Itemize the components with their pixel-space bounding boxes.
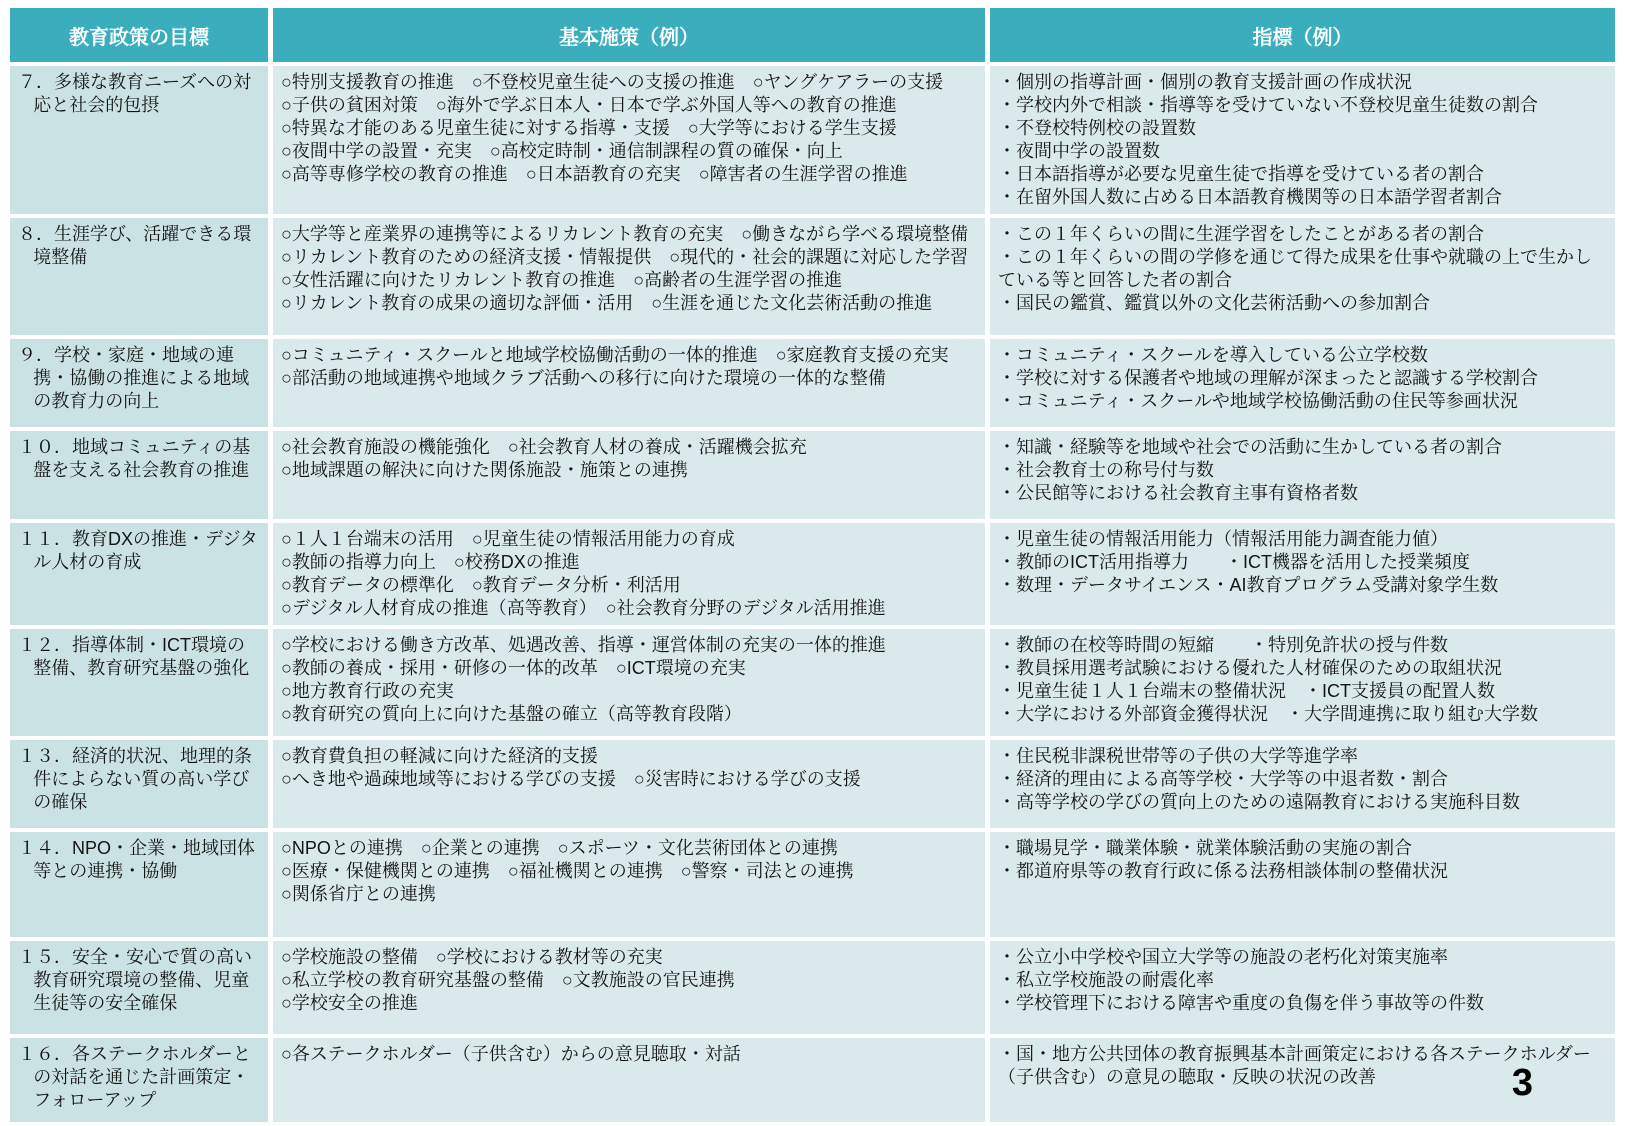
measure-line: ○教育データの標準化 ○教育データ分析・利活用 [281,575,681,596]
measure-line: ○夜間中学の設置・充実 ○高校定時制・通信制課程の質の確保・向上 [281,141,843,162]
measure-line: ○高等専修学校の教育の推進 ○日本語教育の充実 ○障害者の生涯学習の推進 [281,164,908,185]
measure-line: ○関係省庁との連携 [281,884,436,905]
goal-cell [10,740,268,828]
table-row [10,629,1615,736]
indicator-line: ・児童生徒の情報活用能力（情報活用能力調査能力値） [998,529,1448,550]
goal-cell [10,218,268,335]
measures-cell [273,66,985,214]
measures-cell [273,832,985,937]
measure-line: ○へき地や過疎地域等における学びの支援 ○災害時における学びの支援 [281,769,861,790]
measure-line: ○学校安全の推進 [281,993,418,1014]
goal-cell [10,66,268,214]
goal-cell [10,339,268,427]
goal-text: １６．各ステークホルダーとの対話を通じた計画策定・フォローアップ [18,1044,251,1111]
measure-line: ○教育費負担の軽減に向けた経済的支援 [281,746,598,767]
measure-line: ○地域課題の解決に向けた関係施設・施策との連携 [281,460,688,481]
measure-line: ○NPOとの連携 ○企業との連携 ○スポーツ・文化芸術団体との連携 [281,838,838,859]
indicator-line: ・公民館等における社会教育主事有資格者数 [998,483,1358,504]
measure-line: ○学校施設の整備 ○学校における教材等の充実 [281,947,663,968]
indicator-line: ・学校に対する保護者や地域の理解が深まったと認識する学校割合 [998,368,1538,389]
goal-text: １５．安全・安心で質の高い教育研究環境の整備、児童生徒等の安全確保 [18,947,252,1014]
indicator-line: ・社会教育士の称号付与数 [998,460,1214,481]
indicator-line: ・夜間中学の設置数 [998,141,1160,162]
goal-cell [10,431,268,519]
indicator-line: ・私立学校施設の耐震化率 [998,970,1214,991]
indicator-line: ・教員採用選考試験における優れた人材確保のための取組状況 [998,658,1502,679]
measure-line: ○教育研究の質向上に向けた基盤の確立（高等教育段階） [281,704,742,725]
indicator-line: ・高等学校の学びの質向上のための遠隔教育における実施科目数 [998,792,1520,813]
indicator-line: ・住民税非課税世帯等の子供の大学等進学率 [998,746,1358,767]
table-header-row [10,8,1615,62]
policy-table [10,8,1615,1126]
measure-line: ○女性活躍に向けたリカレント教育の推進 ○高齢者の生涯学習の推進 [281,270,843,291]
indicator-line: ・国民の鑑賞、鑑賞以外の文化芸術活動への参加割合 [998,293,1430,314]
table-row [10,431,1615,519]
measure-line: ○部活動の地域連携や地域クラブ活動への移行に向けた環境の一体的な整備 [281,368,886,389]
measures-cell [273,1038,985,1122]
indicators-cell [990,431,1615,519]
measures-cell [273,523,985,625]
indicator-line: ・コミュニティ・スクールを導入している公立学校数 [998,345,1428,366]
measure-line: ○リカレント教育の成果の適切な評価・活用 ○生涯を通じた文化芸術活動の推進 [281,293,933,314]
goal-text: １４．NPO・企業・地域団体等との連携・協働 [18,838,256,882]
header-goal: 教育政策の目標 [10,8,268,62]
measure-line: ○医療・保健機関との連携 ○福祉機関との連携 ○警察・司法との連携 [281,861,854,882]
goal-text: １３．経済的状況、地理的条件によらない質の高い学びの確保 [18,746,252,813]
measure-line: ○特別支援教育の推進 ○不登校児童生徒への支援の推進 ○ヤングケアラーの支援 [281,72,944,92]
indicator-line: ・職場見学・職業体験・就業体験活動の実施の割合 [998,838,1412,859]
measure-line: ○教師の指導力向上 ○校務DXの推進 [281,552,580,573]
measure-line: ○子供の貧困対策 ○海外で学ぶ日本人・日本で学ぶ外国人等への教育の推進 [281,95,897,116]
indicators-cell [990,218,1615,335]
measure-line: ○教師の養成・採用・研修の一体的改革 ○ICT環境の充実 [281,658,746,679]
page-number: 3 [1511,1062,1533,1104]
goal-cell [10,832,268,937]
measure-line: ○各ステークホルダー（子供含む）からの意見聴取・対話 [281,1044,741,1065]
header-indicators: 指標（例） [990,8,1615,62]
goal-text: １２．指導体制・ICT環境の整備、教育研究基盤の強化 [18,635,250,679]
indicators-cell [990,66,1615,214]
goal-text: １０．地域コミュニティの基盤を支える社会教育の推進 [18,437,251,481]
measure-line: ○特異な才能のある児童生徒に対する指導・支援 ○大学等における学生支援 [281,118,897,139]
indicator-line: ・この１年くらいの間の学修を通じて得た成果を仕事や就職の上で生かしている等と回答した者の割合 [998,247,1592,291]
goal-cell [10,629,268,736]
indicator-line: ・数理・データサイエンス・AI教育プログラム受講対象学生数 [998,575,1499,596]
indicator-line: ・国・地方公共団体の教育振興基本計画策定における各ステークホルダー（子供含む）の意見の聴取・反映の状況の改善 [998,1044,1591,1088]
indicator-line: ・知識・経験等を地域や社会での活動に生かしている者の割合 [998,437,1502,458]
table-row [10,1038,1615,1122]
goal-cell [10,1038,268,1122]
table-row [10,523,1615,625]
indicators-cell [990,629,1615,736]
indicator-line: ・学校管理下における障害や重度の負傷を伴う事故等の件数 [998,993,1484,1014]
indicator-line: ・教師の在校等時間の短縮 ・特別免許状の授与件数 [998,635,1448,656]
goal-text: ８．生涯学び、活躍できる環境整備 [18,224,252,268]
measure-line: ○コミュニティ・スクールと地域学校協働活動の一体的推進 ○家庭教育支援の充実 [281,345,949,366]
goal-cell [10,941,268,1034]
measures-cell [273,431,985,519]
indicators-cell [990,832,1615,937]
measures-cell [273,629,985,736]
indicator-line: ・教師のICT活用指導力 ・ICT機器を活用した授業頻度 [998,552,1470,573]
measures-cell [273,218,985,335]
indicator-line: ・都道府県等の教育行政に係る法務相談体制の整備状況 [998,861,1448,882]
measure-line: ○社会教育施設の機能強化 ○社会教育人材の養成・活躍機会拡充 [281,437,807,458]
indicator-line: ・この１年くらいの間に生涯学習をしたことがある者の割合 [998,224,1484,245]
table-row [10,339,1615,427]
measures-cell [273,941,985,1034]
goal-text: ７．多様な教育ニーズへの対応と社会的包摂 [18,72,252,116]
measures-cell [273,740,985,828]
indicator-line: ・学校内外で相談・指導等を受けていない不登校児童生徒数の割合 [998,95,1538,116]
measure-line: ○大学等と産業界の連携等によるリカレント教育の充実 ○働きながら学べる環境整備 [281,224,969,245]
indicator-line: ・在留外国人数に占める日本語教育機関等の日本語学習者割合 [998,187,1502,208]
table-row [10,832,1615,937]
indicator-line: ・日本語指導が必要な児童生徒で指導を受けている者の割合 [998,164,1484,185]
measure-line: ○デジタル人材育成の推進（高等教育） ○社会教育分野のデジタル活用推進 [281,598,886,619]
table-body [10,66,1615,1122]
goal-text: １１．教育DXの推進・デジタル人材の育成 [18,529,258,573]
indicators-cell [990,941,1615,1034]
indicator-line: ・コミュニティ・スクールや地域学校協働活動の住民等参画状況 [998,391,1518,412]
measure-line: ○１人１台端末の活用 ○児童生徒の情報活用能力の育成 [281,529,735,550]
measure-line: ○私立学校の教育研究基盤の整備 ○文教施設の官民連携 [281,970,735,991]
measure-line: ○学校における働き方改革、処遇改善、指導・運営体制の充実の一体的推進 [281,635,886,656]
measures-cell [273,339,985,427]
table-row [10,941,1615,1034]
table-row [10,740,1615,828]
table-row [10,218,1615,335]
goal-text: ９．学校・家庭・地域の連携・協働の推進による地域の教育力の向上 [18,345,250,412]
indicator-line: ・不登校特例校の設置数 [998,118,1196,139]
header-measures: 基本施策（例） [273,8,985,62]
indicator-line: ・経済的理由による高等学校・大学等の中退者数・割合 [998,769,1448,790]
indicator-line: ・児童生徒１人１台端末の整備状況 ・ICT支援員の配置人数 [998,681,1495,702]
indicators-cell [990,740,1615,828]
indicator-line: ・大学における外部資金獲得状況 ・大学間連携に取り組む大学数 [998,704,1538,725]
indicators-cell [990,523,1615,625]
measure-line: ○リカレント教育のための経済支援・情報提供 ○現代的・社会的課題に対応した学習 [281,247,969,268]
indicator-line: ・公立小中学校や国立大学等の施設の老朽化対策実施率 [998,947,1448,968]
table-row [10,66,1615,214]
indicators-cell [990,339,1615,427]
measure-line: ○地方教育行政の充実 [281,681,454,702]
indicator-line: ・個別の指導計画・個別の教育支援計画の作成状況 [998,72,1412,92]
goal-cell [10,523,268,625]
